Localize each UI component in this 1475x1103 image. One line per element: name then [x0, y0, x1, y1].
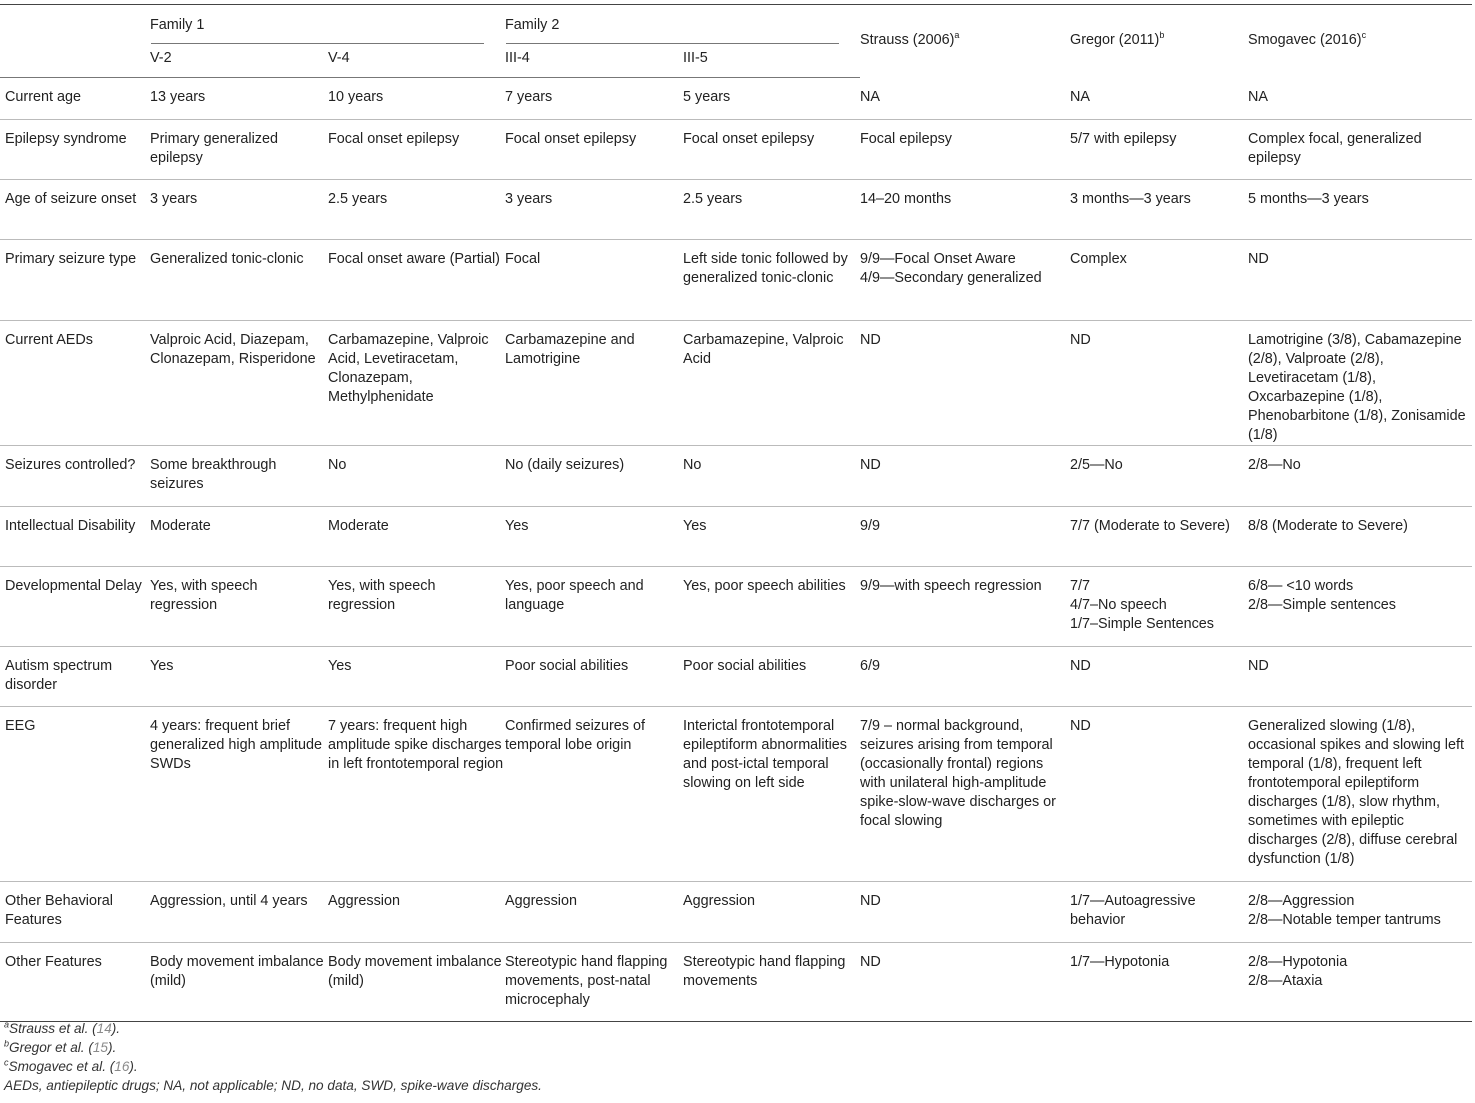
cell-gregor: 1/7—Hypotonia [1070, 943, 1248, 1022]
family-2-label: Family 2 [505, 17, 560, 33]
cell-v4: Moderate [328, 507, 505, 567]
row-label: Primary seizure type [0, 240, 150, 321]
footnote-c-ref-link[interactable]: 16 [114, 1059, 130, 1074]
cell-iii4: Poor social abilities [505, 647, 683, 707]
cell-v2: Valproic Acid, Diazepam, Clonazepam, Risperidone [150, 321, 328, 446]
cell-gregor: 1/7—Autoagressive behavior [1070, 882, 1248, 943]
cell-iii5: Yes [683, 507, 860, 567]
cell-smogavec: ND [1248, 240, 1472, 321]
cell-smogavec: Complex focal, generalized epilepsy [1248, 120, 1472, 180]
row-label: Intellectual Disability [0, 507, 150, 567]
cell-strauss: 14–20 months [860, 180, 1070, 240]
cell-iii4: Yes [505, 507, 683, 567]
footnote-b-text: Gregor et al. ( [9, 1040, 93, 1055]
footnote-c-text: Smogavec et al. ( [8, 1059, 115, 1074]
header-v2: V-2 [150, 39, 328, 78]
footnote-a-end: ). [111, 1021, 121, 1036]
header-v4: V-4 [328, 39, 505, 78]
header-family-1 [150, 5, 505, 40]
cell-v4: Yes [328, 647, 505, 707]
cell-iii5: Poor social abilities [683, 647, 860, 707]
cell-smogavec: Generalized slowing (1/8), occasional spikes and slowing left temporal (1/8), frequent left frontotemporal epileptiform discharges (1/8), slow rhythm, sometimes with epileptic discharges (2/8), diffuse cerebral dysfunction (1/8) [1248, 707, 1472, 882]
footnote-a-text: Strauss et al. ( [9, 1021, 97, 1036]
cell-iii4: Confirmed seizures of temporal lobe origin [505, 707, 683, 882]
cell-iii4: 7 years [505, 78, 683, 120]
smogavec-label: Smogavec (2016) [1248, 31, 1362, 48]
table-footnotes [4, 1019, 542, 1095]
row-label: Developmental Delay [0, 567, 150, 647]
footnote-c [4, 1057, 542, 1076]
cell-smogavec: 5 months—3 years [1248, 180, 1472, 240]
gregor-label: Gregor (2011) [1070, 31, 1160, 48]
cell-v2: 3 years [150, 180, 328, 240]
row-label: Epilepsy syndrome [0, 120, 150, 180]
cell-v4: 2.5 years [328, 180, 505, 240]
cell-v2: 4 years: frequent brief generalized high amplitude SWDs [150, 707, 328, 882]
cell-gregor: 7/7 4/7–No speech 1/7–Simple Sentences [1070, 567, 1248, 647]
cell-iii4: Yes, poor speech and language [505, 567, 683, 647]
footnote-b-marker: b [4, 1038, 10, 1049]
footnote-b-ref-link[interactable]: 15 [92, 1040, 108, 1055]
cell-v4: 10 years [328, 78, 505, 120]
row-label: EEG [0, 707, 150, 882]
row-label: Current AEDs [0, 321, 150, 446]
header-gregor [1070, 5, 1248, 78]
cell-strauss: 9/9 [860, 507, 1070, 567]
cell-iii4: Carbamazepine and Lamotrigine [505, 321, 683, 446]
header-empty [0, 5, 150, 40]
table-row [0, 567, 1472, 647]
table-row [0, 240, 1472, 321]
cell-v4: Focal onset epilepsy [328, 120, 505, 180]
table-row [0, 507, 1472, 567]
row-label: Seizures controlled? [0, 446, 150, 507]
cell-strauss: 9/9—with speech regression [860, 567, 1070, 647]
footnote-b [4, 1038, 542, 1057]
cell-iii5: 5 years [683, 78, 860, 120]
gregor-sup: b [1159, 29, 1165, 40]
cell-smogavec: 6/8— <10 words 2/8—Simple sentences [1248, 567, 1472, 647]
header-iii5: III-5 [683, 39, 860, 78]
cell-v4: Carbamazepine, Valproic Acid, Levetiracetam, Clonazepam, Methylphenidate [328, 321, 505, 446]
cell-v2: Yes, with speech regression [150, 567, 328, 647]
cell-smogavec: 2/8—Aggression 2/8—Notable temper tantrums [1248, 882, 1472, 943]
table-row [0, 647, 1472, 707]
footnote-a-ref-link[interactable]: 14 [96, 1021, 112, 1036]
cell-iii4: Stereotypic hand flapping movements, post-natal microcephaly [505, 943, 683, 1022]
row-label: Other Behavioral Features [0, 882, 150, 943]
cell-gregor: 7/7 (Moderate to Severe) [1070, 507, 1248, 567]
footnote-a-marker: a [4, 1019, 10, 1030]
cell-iii5: Yes, poor speech abilities [683, 567, 860, 647]
header-strauss [860, 5, 1070, 78]
cell-iii5: 2.5 years [683, 180, 860, 240]
cell-smogavec: NA [1248, 78, 1472, 120]
cell-smogavec: 2/8—Hypotonia 2/8—Ataxia [1248, 943, 1472, 1022]
cell-smogavec: ND [1248, 647, 1472, 707]
cell-strauss: NA [860, 78, 1070, 120]
cell-v4: Body movement imbalance (mild) [328, 943, 505, 1022]
cell-strauss: 6/9 [860, 647, 1070, 707]
table-row [0, 707, 1472, 882]
table-row [0, 120, 1472, 180]
cell-iii5: No [683, 446, 860, 507]
strauss-sup: a [954, 29, 960, 40]
cell-gregor: 2/5—No [1070, 446, 1248, 507]
footnote-c-marker: c [4, 1057, 9, 1068]
footnote-a [4, 1019, 542, 1038]
cell-v2: 13 years [150, 78, 328, 120]
cell-iii5: Interictal frontotemporal epileptiform abnormalities and post-ictal temporal slowing on left side [683, 707, 860, 882]
cell-gregor: 3 months—3 years [1070, 180, 1248, 240]
cell-gregor: ND [1070, 321, 1248, 446]
cell-gregor: NA [1070, 78, 1248, 120]
family-1-label: Family 1 [150, 17, 205, 33]
cell-iii4: No (daily seizures) [505, 446, 683, 507]
row-label: Autism spectrum disorder [0, 647, 150, 707]
cell-iii5: Left side tonic followed by generalized tonic-clonic [683, 240, 860, 321]
table-row [0, 78, 1472, 120]
cell-iii5: Focal onset epilepsy [683, 120, 860, 180]
cell-v4: Focal onset aware (Partial) [328, 240, 505, 321]
cell-smogavec: 2/8—No [1248, 446, 1472, 507]
table-body [0, 78, 1472, 1022]
cell-v2: Some breakthrough seizures [150, 446, 328, 507]
cell-strauss: ND [860, 943, 1070, 1022]
row-label: Other Features [0, 943, 150, 1022]
clinical-features-table [0, 4, 1472, 1022]
cell-strauss: Focal epilepsy [860, 120, 1070, 180]
cell-gregor: ND [1070, 647, 1248, 707]
cell-iii5: Stereotypic hand flapping movements [683, 943, 860, 1022]
cell-gregor: ND [1070, 707, 1248, 882]
cell-iii5: Carbamazepine, Valproic Acid [683, 321, 860, 446]
header-family-2 [505, 5, 860, 40]
row-label: Age of seizure onset [0, 180, 150, 240]
table-row [0, 943, 1472, 1022]
cell-strauss: ND [860, 882, 1070, 943]
header-iii4: III-4 [505, 39, 683, 78]
cell-smogavec: Lamotrigine (3/8), Cabamazepine (2/8), Valproate (2/8), Levetiracetam (1/8), Oxcarbazepine (1/8), Phenobarbitone (1/8), Zonisamide (1/8) [1248, 321, 1472, 446]
cell-strauss: 9/9—Focal Onset Aware 4/9—Secondary generalized [860, 240, 1070, 321]
header-row-families [0, 5, 1472, 40]
cell-v4: 7 years: frequent high amplitude spike discharges in left frontotemporal region [328, 707, 505, 882]
cell-v4: Aggression [328, 882, 505, 943]
footnote-abbreviations: AEDs, antiepileptic drugs; NA, not applicable; ND, no data, SWD, spike-wave discharges. [4, 1078, 542, 1093]
table-row [0, 321, 1472, 446]
cell-strauss: 7/9 – normal background, seizures arising from temporal (occasionally frontal) regions with unilateral high-amplitude spike-slow-wave discharges or focal slowing [860, 707, 1070, 882]
cell-v2: Yes [150, 647, 328, 707]
cell-v2: Aggression, until 4 years [150, 882, 328, 943]
table-row [0, 882, 1472, 943]
family-1-rule [151, 43, 484, 44]
header-empty-2 [0, 39, 150, 78]
table-row [0, 446, 1472, 507]
cell-strauss: ND [860, 446, 1070, 507]
cell-v2: Moderate [150, 507, 328, 567]
cell-iii4: Aggression [505, 882, 683, 943]
cell-v4: Yes, with speech regression [328, 567, 505, 647]
family-2-rule [506, 43, 839, 44]
cell-gregor: 5/7 with epilepsy [1070, 120, 1248, 180]
cell-smogavec: 8/8 (Moderate to Severe) [1248, 507, 1472, 567]
header-smogavec [1248, 5, 1472, 78]
footnote-b-end: ). [108, 1040, 117, 1055]
cell-v2: Primary generalized epilepsy [150, 120, 328, 180]
cell-v4: No [328, 446, 505, 507]
cell-iii4: 3 years [505, 180, 683, 240]
smogavec-sup: c [1361, 29, 1367, 40]
cell-strauss: ND [860, 321, 1070, 446]
footnote-c-end: ). [129, 1059, 138, 1074]
cell-v2: Body movement imbalance (mild) [150, 943, 328, 1022]
strauss-label: Strauss (2006) [860, 31, 955, 48]
cell-iii5: Aggression [683, 882, 860, 943]
cell-gregor: Complex [1070, 240, 1248, 321]
cell-iii4: Focal [505, 240, 683, 321]
cell-iii4: Focal onset epilepsy [505, 120, 683, 180]
cell-v2: Generalized tonic-clonic [150, 240, 328, 321]
row-label: Current age [0, 78, 150, 120]
table-row [0, 180, 1472, 240]
